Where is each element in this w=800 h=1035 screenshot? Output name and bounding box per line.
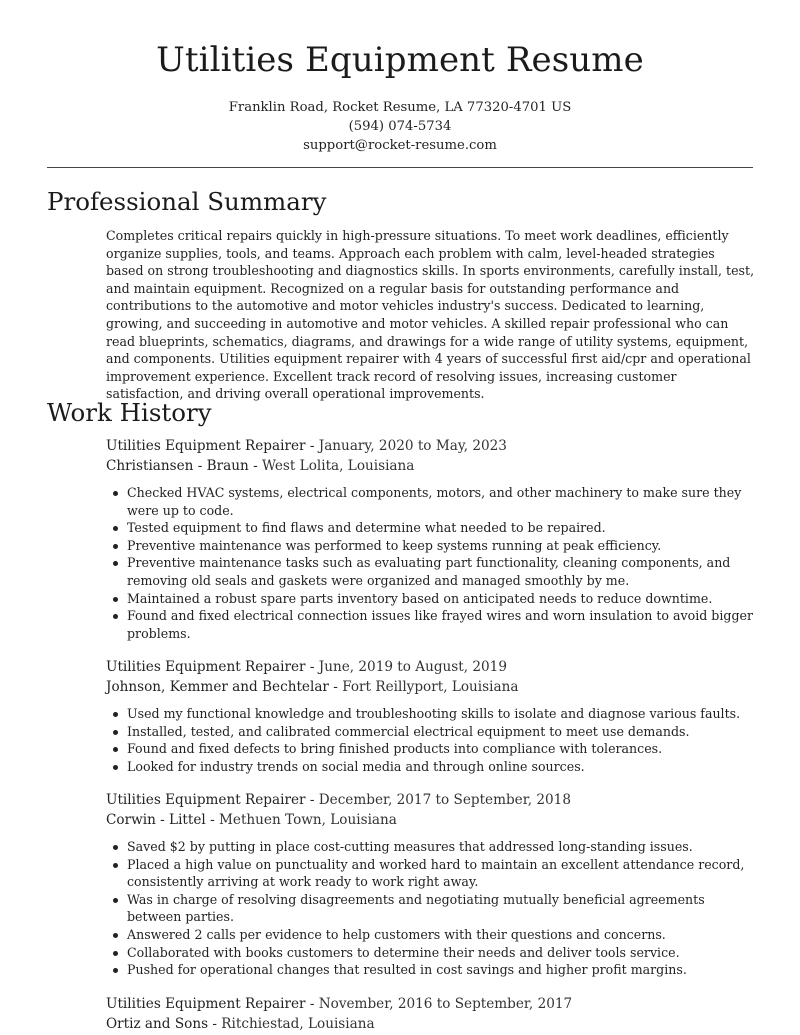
job-bullet: Preventive maintenance was performed to keep systems running at peak efficiency. [127,537,756,555]
summary-text: Completes critical repairs quickly in high-pressure situations. To meet work deadlines, efficiently organize supplies, tools, and teams. Approach each problem with calm, level-headed strategies based on strong troubleshooting and diagnostics skills. In sports environments, carefully install, test, and maintain equipment. Recognized on a regular basis for outstanding performance and contributions to the automotive and motor vehicles industry's success. Dedicated to learning, growing, and succeeding in automotive and motor vehicles. A skilled repair professional who can read blueprints, schematics, diagrams, and drawings for a wide range of utility systems, equipment, and components. Utilities equipment repairer with 4 years of successful first aid/cpr and operational improvement experience. Excellent track record of resolving issues, increasing customer satisfaction, and driving overall operational improvements. [106,228,755,402]
job-bullet: Found and fixed defects to bring finished products into compliance with tolerances. [127,740,756,758]
job-role: Utilities Equipment Repairer [106,438,306,454]
job-dates: November, 2016 to September, 2017 [318,996,573,1012]
job-bullet: Used my functional knowledge and troubleshooting skills to isolate and diagnose various faults. [127,705,756,723]
work-history-heading: Work History [47,398,212,427]
job-title-line: Utilities Equipment Repairer - June, 2019 to August, 2019 [106,659,507,675]
address-text: Franklin Road, Rocket Resume, LA 77320-4701 US [228,100,572,115]
resume-header [0,40,800,155]
summary-heading: Professional Summary [47,187,327,216]
job-company: Christiansen - Braun [106,457,249,474]
page-title: Utilities Equipment Resume [156,40,644,80]
job-company-line: Johnson, Kemmer and Bechtelar - Fort Reillyport, Louisiana [106,678,519,695]
job-entry [106,791,756,979]
job-bullet: Pushed for operational changes that resulted in cost savings and higher profit margins. [127,961,756,979]
job-title-line: Utilities Equipment Repairer - November, 2016 to September, 2017 [106,996,573,1012]
job-entry [106,437,756,642]
job-company: Ortiz and Sons [106,1015,209,1032]
job-location: Methuen Town, Louisiana [219,811,397,828]
job-bullet: Answered 2 calls per evidence to help customers with their questions and concerns. [127,926,756,944]
job-dates: December, 2017 to September, 2018 [318,792,571,808]
job-bullet: Was in charge of resolving disagreements and negotiating mutually beneficial agreements between parties. [127,891,756,926]
job-location: Fort Reillyport, Louisiana [342,678,519,695]
job-bullet: Saved $2 by putting in place cost-cutting measures that addressed long-standing issues. [127,838,756,856]
job-company: Corwin - Littel [106,811,206,828]
job-bullet: Collaborated with books customers to determine their needs and deliver tools service. [127,944,756,962]
job-bullets [106,484,756,642]
email-text: support@rocket-resume.com [303,138,497,153]
job-company: Johnson, Kemmer and Bechtelar [106,678,329,695]
job-role: Utilities Equipment Repairer [106,659,306,675]
job-bullet: Found and fixed electrical connection issues like frayed wires and worn insulation to avoid bigger problems. [127,607,756,642]
job-bullet: Installed, tested, and calibrated commercial electrical equipment to meet use demands. [127,723,756,741]
job-bullet: Placed a high value on punctuality and worked hard to maintain an excellent attendance record, consistently arriving at work ready to work right away. [127,856,756,891]
job-role: Utilities Equipment Repairer [106,996,306,1012]
job-bullet: Tested equipment to find flaws and determine what needed to be repaired. [127,519,756,537]
job-company-line: Christiansen - Braun - West Lolita, Louisiana [106,457,415,474]
header-divider [47,167,753,168]
job-bullets [106,705,756,775]
job-bullet: Checked HVAC systems, electrical components, motors, and other machinery to make sure they were up to code. [127,484,756,519]
phone-text: (594) 074-5734 [348,119,452,134]
job-entry [106,658,756,775]
job-location: Ritchiestad, Louisiana [221,1015,375,1032]
job-title-line: Utilities Equipment Repairer - January, 2020 to May, 2023 [106,438,507,454]
job-bullet: Maintained a robust spare parts inventory based on anticipated needs to reduce downtime. [127,590,756,608]
job-bullet: Looked for industry trends on social media and through online sources. [127,758,756,776]
job-title-line: Utilities Equipment Repairer - December, 2017 to September, 2018 [106,792,571,808]
job-dates: January, 2020 to May, 2023 [318,438,507,454]
job-location: West Lolita, Louisiana [262,457,415,474]
job-bullets [106,838,756,979]
job-entry [106,995,756,1034]
job-role: Utilities Equipment Repairer [106,792,306,808]
job-company-line: Ortiz and Sons - Ritchiestad, Louisiana [106,1015,375,1032]
job-dates: June, 2019 to August, 2019 [318,659,507,675]
job-bullet: Preventive maintenance tasks such as evaluating part functionality, cleaning components, and removing old seals and gaskets were organized and managed smoothly by me. [127,554,756,589]
job-company-line: Corwin - Littel - Methuen Town, Louisiana [106,811,397,828]
